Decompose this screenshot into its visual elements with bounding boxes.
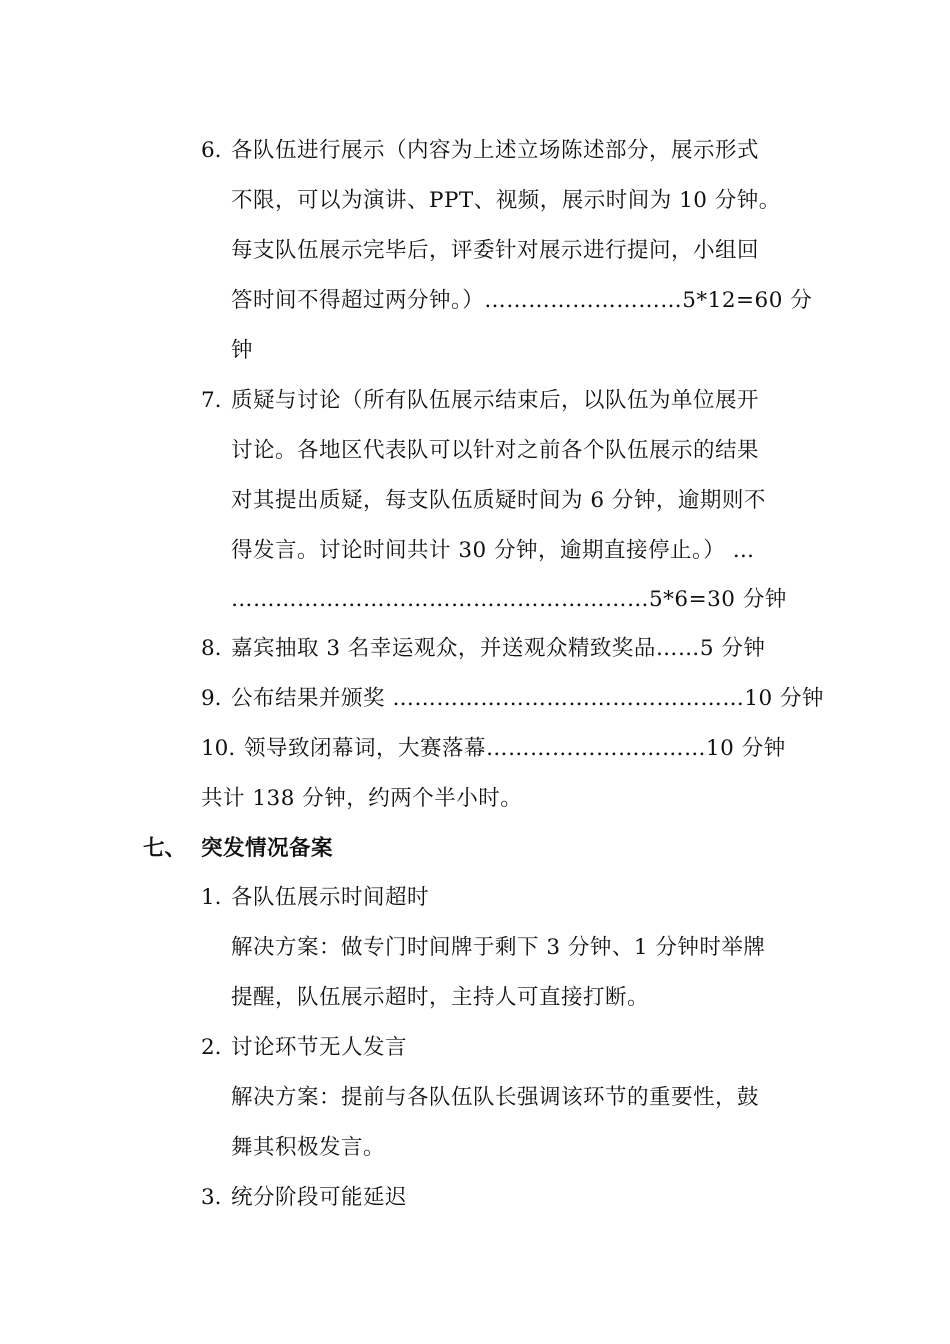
text-line: 每支队伍展示完毕后，评委针对展示进行提问，小组回	[231, 238, 760, 263]
contingency-title: 讨论环节无人发言	[231, 1035, 408, 1060]
text-line: 讨论。各地区代表队可以针对之前各个队伍展示的结果	[231, 438, 760, 463]
list-number: 10.	[201, 736, 236, 761]
text-line: 嘉宾抽取 3 名幸运观众，并送观众精致奖品……5 分钟	[231, 636, 766, 661]
list-number: 6.	[201, 138, 222, 163]
list-number: 2.	[201, 1035, 222, 1060]
list-number: 3.	[201, 1185, 222, 1210]
solution-line: 舞其积极发言。	[231, 1135, 386, 1160]
text-line: 领导致闭幕词，大赛落幕…………………………10 分钟	[244, 736, 786, 761]
section-number: 七、	[143, 836, 187, 861]
text-line: 答时间不得超过两分钟。）………………………5*12=60 分	[231, 288, 813, 313]
list-number: 8.	[201, 636, 222, 661]
text-line: …………………………………………………5*6=30 分钟	[231, 587, 787, 612]
list-number: 9.	[201, 686, 222, 711]
solution-line: 解决方案：提前与各队伍队长强调该环节的重要性，鼓	[231, 1085, 760, 1110]
solution-line: 提醒，队伍展示超时，主持人可直接打断。	[231, 985, 650, 1010]
total-line: 共计 138 分钟，约两个半小时。	[201, 786, 523, 811]
text-line: 不限，可以为演讲、PPT、视频，展示时间为 10 分钟。	[231, 188, 781, 213]
text-line: 各队伍进行展示（内容为上述立场陈述部分，展示形式	[231, 138, 760, 163]
solution-line: 解决方案：做专门时间牌于剩下 3 分钟、1 分钟时举牌	[231, 935, 766, 960]
section-title: 突发情况备案	[201, 836, 334, 861]
list-number: 7.	[201, 388, 222, 413]
text-line: 质疑与讨论（所有队伍展示结束后，以队伍为单位展开	[231, 388, 760, 413]
text-line: 得发言。讨论时间共计 30 分钟，逾期直接停止。） …	[231, 538, 755, 563]
contingency-title: 统分阶段可能延迟	[231, 1185, 408, 1210]
list-number: 1.	[201, 885, 222, 910]
text-line: 公布结果并颁奖 …………………………………………10 分钟	[231, 686, 825, 711]
text-line: 对其提出质疑，每支队伍质疑时间为 6 分钟，逾期则不	[231, 488, 766, 513]
contingency-title: 各队伍展示时间超时	[231, 885, 430, 910]
text-line: 钟	[231, 338, 254, 363]
